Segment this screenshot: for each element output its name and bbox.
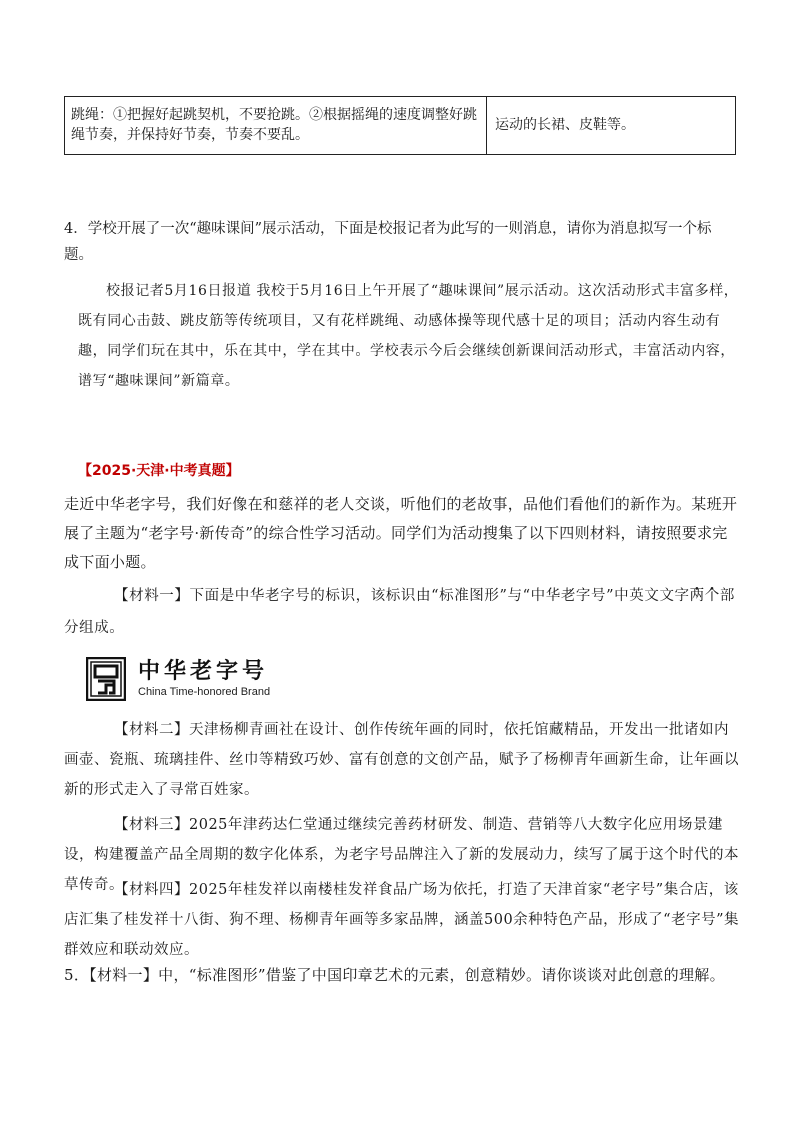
- material-2: 【材料二】天津杨柳青画社在设计、创作传统年画的同时，依托馆藏精品，开发出一批诸如内画壶、瓷瓶、琉璃挂件、丝巾等精致巧妙、富有创意的文创产品，赋予了杨柳青年画新生命，让年画以新的形式走入了寻常百姓家。: [64, 722, 739, 798]
- question-4: 4．学校开展了一次“趣味课间”展示活动，下面是校报记者为此写的一则消息，请你为消息拟写一个标题。: [64, 221, 712, 263]
- logo-english-text: China Time-honored Brand: [138, 686, 271, 698]
- news-paragraph: 校报记者5月16日报道 我校于5月16日上午开展了“趣味课间”展示活动。这次活动形式丰富多样，既有同心击鼓、跳皮筋等传统项目，又有花样跳绳、动感体操等现代感十足的项目；活动内容生动有趣，同学们玩在其中，乐在其中，学在其中。学校表示今后会继续创新课间活动形式，丰富活动内容，谱写“趣味课间”新篇章。: [78, 283, 739, 389]
- material-1-text-before: 【材料一】下面是中华老字号的标识，该标识由“标准图形”与“中华老字号”中英文文字: [114, 588, 690, 604]
- material-1: [64, 580, 740, 644]
- logo-chinese-text: 中华老字号: [138, 659, 269, 684]
- answer-table: [64, 96, 736, 155]
- time-honored-brand-logo: [86, 655, 270, 703]
- question-5: 5．【材料一】中，“标准图形”借鉴了中国印章艺术的元素，创意精妙。请你谈谈对此创意的理解。: [64, 966, 725, 984]
- table-cell-jump-rope: 跳绳：①把握好起跳契机，不要抢跳。②根据摇绳的速度调整好跳绳节奏，并保持好节奏，节奏不要乱。: [65, 97, 487, 154]
- material-4: 【材料四】2025年桂发祥以南楼桂发祥食品广场为依托，打造了天津首家“老字号”集合店，该店汇集了桂发祥十八街、狗不理、杨柳青年画等多家品牌，涵盖500余种特色产品，形成了“老字号”集群效应和联动效应。: [64, 882, 739, 958]
- material-3: 【材料三】2025年津药达仁堂通过继续完善药材研发、制造、营销等八大数字化应用场景建设，构建覆盖产品全周期的数字化体系，为老字号品牌注入了新的发展动力，续写了属于这个时代的本草传奇。: [64, 817, 739, 893]
- table-cell-clothing: 运动的长裙、皮鞋等。: [495, 117, 635, 133]
- material-1-text-after: 部分组成。: [64, 588, 735, 636]
- exam-source-tag: 【2025·天津·中考真题】: [78, 463, 240, 479]
- seal-icon: [86, 657, 126, 701]
- emphasis-char-1: 两: [689, 588, 705, 604]
- material-1-emphasis: [690, 588, 720, 604]
- intro-paragraph: 走近中华老字号，我们好像在和慈祥的老人交谈，听他们的老故事，品他们看他们的新作为。某班开展了主题为“老字号·新传奇”的综合性学习活动。同学们为活动搜集了以下四则材料，请按照要求完成下面小题。: [64, 495, 738, 571]
- emphasis-char-2: 个: [704, 588, 720, 604]
